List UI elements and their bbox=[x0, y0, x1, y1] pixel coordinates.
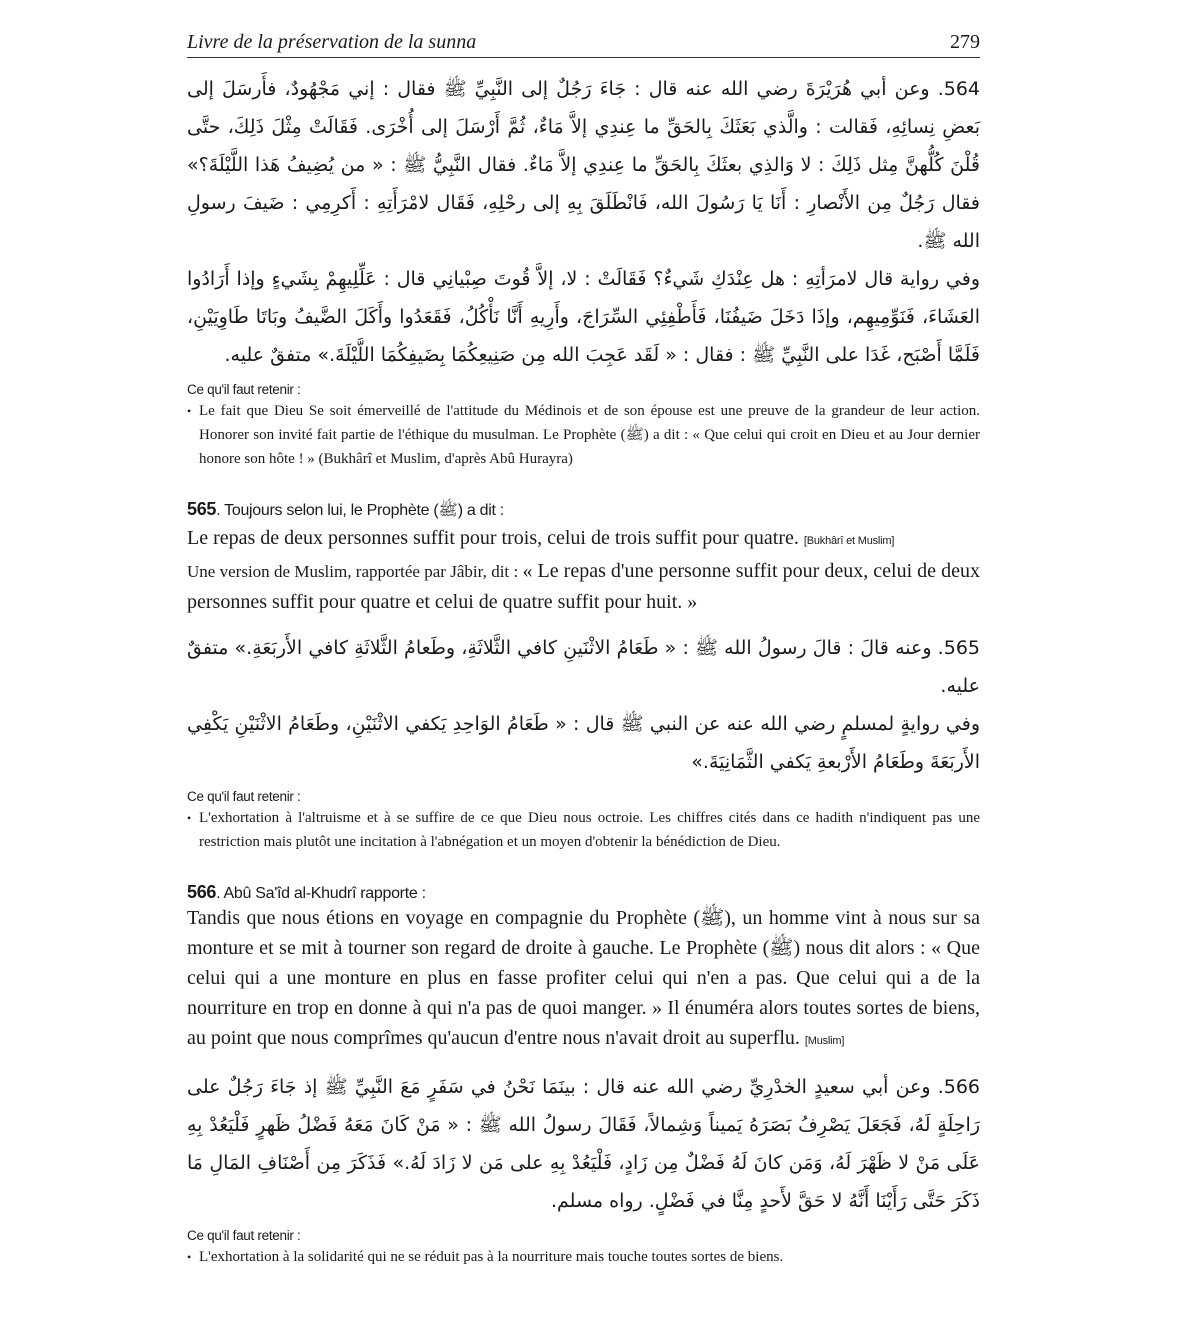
retain-text: Le fait que Dieu Se soit émerveillé de l'attitude du Médinois et de son épouse est une preuve de la grandeur de leur action. Honorer son invité fait partie de l'éthique du musulman. Le Prophète (ﷺ) a dit : « Que celui qui croit en Dieu et au Jour dernier honore son hôte ! » (Bukhârî et Muslim, d'après Abû Hurayra) bbox=[199, 403, 980, 467]
bullet-icon: • bbox=[187, 1250, 192, 1264]
arabic-text-564: 564. وعن أبي هُرَيْرَةَ رضي الله عنه قال : جَاءَ رَجُلٌ إلى النَّبِيِّ ﷺ فقال : إني مَجْهُودٌ، فأَرسَلَ إلى بَعضِ نِسائِهِ، فَقالت : والَّذي بَعَثَكَ بِالحَقِّ ما عِندِي إلاَّ مَاءٌ، ثُمَّ أَرْسَلَ إلى أُخْرَى. فَقَالَتْ مِثْلَ ذَلِكَ، حتَّى قُلْنَ كُلُّهنَّ مِثل ذَلِكَ : لا وَالذِي بعثَكَ بِالحَقِّ ما عِندِي إلاَّ مَاءٌ. فقال النَّبِيُّ ﷺ : « من يُضِيفُ هَذا اللَّيْلَةَ؟» فقال رَجُلٌ مِن الأَنْصارِ : أَنَا يَا رَسُولَ الله، فَانْطَلَقَ بِهِ إلى رحْلِهِ، فَقَال لامْرَأَتِهِ : أَكرِمِي : ضَيفَ رسولِ الله ﷺ. bbox=[187, 78, 980, 252]
french-translation-565 bbox=[187, 523, 980, 556]
page-header bbox=[187, 24, 980, 58]
variant-text: « Le repas d'une personne suffit pour deux, celui de deux personnes suffit pour quatre et celui de quatre suffit pour huit. » bbox=[187, 560, 980, 613]
hadith-intro: . Abû Sa'îd al-Khudrî rapporte : bbox=[216, 885, 426, 902]
arabic-text-566: 566. وعن أبي سعيدٍ الخدْرِيِّ رضي الله عنه قال : بينَمَا نَحْنُ في سَفَرٍ مَعَ النَّبِيِّ ﷺ إذ جَاءَ رَجُلٌ على رَاحِلَةٍ لَهُ، فَجَعَلَ يَصْرِفُ بَصَرَهُ يَميناً وَشِمالاً، فَقَالَ رسولُ الله ﷺ : « مَنْ كَانَ مَعَهُ فَضْلُ ظَهرٍ فَلْيَعُدْ بِهِ عَلَى مَنْ لا ظَهْرَ لَهُ، وَمَن كانَ لَهُ فَضْلٌ مِن زَادٍ، فَلْيَعُدْ بِهِ على مَن لا زَادَ لَهُ.» فَذَكَرَ مِن أَصْنَافِ المَالِ مَا ذَكَرَ حَتَّى رَأَيْنَا أَنَّهُ لا حَقَّ لأَحدٍ مِنَّا في فَضْلٍ. رواه مسلم. bbox=[187, 1076, 980, 1212]
retain-bullet-566 bbox=[187, 1245, 980, 1269]
arabic-text-565: 565. وعنه قالَ : قالَ رسولُ الله ﷺ : « طَعَامُ الاثْنَينِ كافي الثَّلاثَةِ، وطَعامُ الثَّلاثَةِ كافي الأَربَعَةِ.» متفقٌ عليه. bbox=[187, 637, 980, 697]
arabic-variant-565: وفي روايةٍ لمسلمٍ رضي الله عنه عن النبي ﷺ قال : « طَعَامُ الوَاحِدِ يَكفي الاثْنَيْنِ، وطَعَامُ الاثْنَيْنِ يَكْفِي الأَربَعَةَ وطَعَامُ الأَرْبعةِ يَكفي الثَّمَانِيَةَ.» bbox=[187, 713, 980, 773]
retain-label-565: Ce qu'il faut retenir : bbox=[187, 789, 301, 804]
source-reference: [Muslim] bbox=[804, 1035, 845, 1047]
french-variant-565 bbox=[187, 556, 980, 617]
retain-bullet-564 bbox=[187, 399, 980, 471]
bullet-icon: • bbox=[187, 404, 192, 418]
arabic-variant-564: وفي رواية قال لامرَأتِهِ : هل عِنْدَكِ شَيءٌ؟ فَقَالَتْ : لا، إلاَّ قُوتَ صِبْيانِي قال : عَلِّلِيهِمْ بِشَيءٍ وإذا أَرَادُوا العَشَاءَ، فَنَوِّمِيهِم، وإذَا دَخَلَ ضَيفُنَا، فَأَطْفِئِي السِّرَاجَ، وأَرِيهِ أَنَّا نَأْكُلُ، فَقَعَدُوا وأَكَلَ الضَّيفُ وبَاتَا طَاوِيَيْنِ، فَلَمَّا أَصْبَح، غَدَا على النَّبِيِّ ﷺ : فقال : « لَقَد عَجِبَ الله مِن صَنِيعِكُمَا بِضَيفِكُمَا اللَّيْلَةَ.» متفقٌ عليه. bbox=[187, 268, 980, 366]
hadith-564 bbox=[187, 70, 980, 471]
hadith-number: 566 bbox=[187, 882, 217, 902]
hadith-566 bbox=[187, 882, 980, 1269]
french-text: Le repas de deux personnes suffit pour trois, celui de trois suffit pour quatre. bbox=[187, 527, 804, 549]
french-translation-566 bbox=[187, 903, 980, 1056]
page-number: 279 bbox=[950, 31, 980, 53]
source-reference: [Bukhârî et Muslim] bbox=[803, 535, 895, 547]
hadith-number: 565 bbox=[187, 499, 217, 519]
hadith-heading-565 bbox=[187, 499, 980, 523]
book-page bbox=[187, 24, 980, 1269]
hadith-heading-566 bbox=[187, 882, 980, 903]
retain-label-564: Ce qu'il faut retenir : bbox=[187, 382, 301, 397]
variant-intro: Une version de Muslim, rapportée par Jâbir, dit : bbox=[187, 562, 523, 581]
french-text: Tandis que nous étions en voyage en compagnie du Prophète (ﷺ), un homme vint à nous sur sa monture et se mit à tourner son regard de droite à gauche. Le Prophète (ﷺ) nous dit alors : « Que celui qui a une monture en plus en fasse profiter celui qui n'en a pas. Que celui qui a de la nourriture en trop en donne à qui n'a pas de quoi manger. » Il énuméra alors toutes sortes de biens, au point que nous comprîmes qu'aucun d'entre nous n'avait droit au superflu. bbox=[187, 907, 980, 1049]
hadith-intro: . Toujours selon lui, le Prophète (ﷺ) a dit : bbox=[216, 502, 504, 519]
hadith-565 bbox=[187, 499, 980, 854]
retain-bullet-565 bbox=[187, 806, 980, 854]
bullet-icon: • bbox=[187, 811, 192, 825]
running-title: Livre de la préservation de la sunna bbox=[187, 31, 477, 53]
retain-text: L'exhortation à la solidarité qui ne se réduit pas à la nourriture mais touche toutes sortes de biens. bbox=[199, 1249, 784, 1265]
retain-label-566: Ce qu'il faut retenir : bbox=[187, 1228, 301, 1243]
retain-text: L'exhortation à l'altruisme et à se suffire de ce que Dieu nous octroie. Les chiffres cités dans ce hadith n'indiquent pas une restriction mais plutôt une incitation à l'abnégation et un moyen d'obtenir la bénédiction de Dieu. bbox=[199, 810, 980, 850]
